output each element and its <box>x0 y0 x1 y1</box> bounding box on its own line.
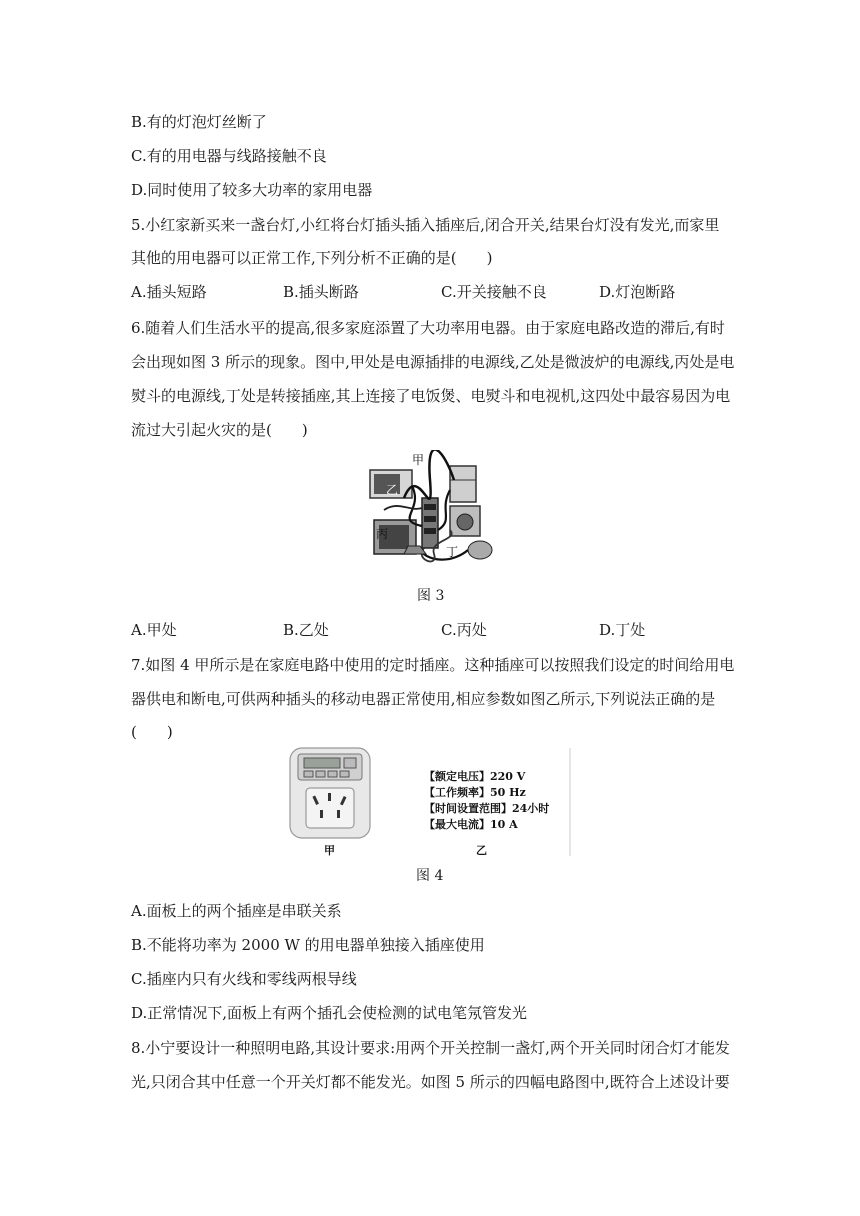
q5-option-d: D.灯泡断路 <box>599 283 676 301</box>
spec-rated-voltage: 【额定电压】220 V <box>424 770 526 783</box>
q7-option-d: D.正常情况下,面板上有两个插孔会使检测的试电笔氖管发光 <box>131 1004 528 1022</box>
q8-stem-line-2: 光,只闭合其中任意一个开关灯都不能发光。如图 5 所示的四幅电路图中,既符合上述设计要 <box>131 1073 730 1091</box>
q6-stem-line-4: 流过大引起火灾的是( ) <box>131 421 308 439</box>
fig3-label-bing: 丙 <box>376 527 389 541</box>
timer-socket-image <box>290 748 370 838</box>
spec-max-current: 【最大电流】10 A <box>424 818 518 831</box>
q4-option-b: B.有的灯泡灯丝断了 <box>131 113 267 131</box>
q6-stem-line-3: 熨斗的电源线,丁处是转接插座,其上连接了电饭煲、电熨斗和电视机,这四处中最容易因为电 <box>131 387 731 405</box>
q6-option-a: A.甲处 <box>131 621 177 639</box>
q4-option-c: C.有的用电器与线路接触不良 <box>131 147 327 165</box>
q8-stem-line-1: 8.小宁要设计一种照明电路,其设计要求:用两个开关控制一盏灯,两个开关同时闭合灯才能发 <box>131 1039 730 1057</box>
q5-option-c: C.开关接触不良 <box>441 283 547 301</box>
q7-stem-line-2: 器供电和断电,可供两种插头的移动电器正常使用,相应参数如图乙所示,下列说法正确的是 <box>131 690 716 708</box>
q5-stem-line-1: 5.小红家新买来一盏台灯,小红将台灯插头插入插座后,闭合开关,结果台灯没有发光,而家里 <box>131 216 720 234</box>
q5-stem-line-2: 其他的用电器可以正常工作,下列分析不正确的是( ) <box>131 249 493 267</box>
spec-time-range: 【时间设置范围】24小时 <box>424 802 550 815</box>
q6-option-d: D.丁处 <box>599 621 646 639</box>
fig3-label-jia: 甲 <box>412 453 425 467</box>
fig3-label-ding: 丁 <box>446 545 459 559</box>
q7-option-c: C.插座内只有火线和零线两根导线 <box>131 970 357 988</box>
q5-option-a: A.插头短路 <box>131 283 207 301</box>
fig4-label-yi: 乙 <box>476 844 487 857</box>
q6-stem-line-2: 会出现如图 3 所示的现象。图中,甲处是电源插排的电源线,乙处是微波炉的电源线,丙处是电 <box>131 353 735 371</box>
figure-4 <box>286 746 576 858</box>
q7-option-a: A.面板上的两个插座是串联关系 <box>131 902 342 920</box>
q7-stem-line-3: ( ) <box>131 723 173 741</box>
figure-3-appliances <box>364 450 498 572</box>
q6-stem-line-1: 6.随着人们生活水平的提高,很多家庭添置了大功率用电器。由于家庭电路改造的滞后,有时 <box>131 319 725 337</box>
q4-option-d: D.同时使用了较多大功率的家用电器 <box>131 181 373 199</box>
q5-option-b: B.插头断路 <box>283 283 359 301</box>
figure-4-caption: 图 4 <box>416 868 444 884</box>
figure-3-caption: 图 3 <box>417 588 445 604</box>
fig3-label-yi: 乙 <box>386 483 399 497</box>
q7-option-b: B.不能将功率为 2000 W 的用电器单独接入插座使用 <box>131 936 485 954</box>
spec-frequency: 【工作频率】50 Hz <box>424 786 526 799</box>
q6-option-c: C.丙处 <box>441 621 487 639</box>
fig4-label-jia: 甲 <box>324 844 335 857</box>
q6-option-b: B.乙处 <box>283 621 329 639</box>
q7-stem-line-1: 7.如图 4 甲所示是在家庭电路中使用的定时插座。这种插座可以按照我们设定的时间给用电 <box>131 656 735 674</box>
